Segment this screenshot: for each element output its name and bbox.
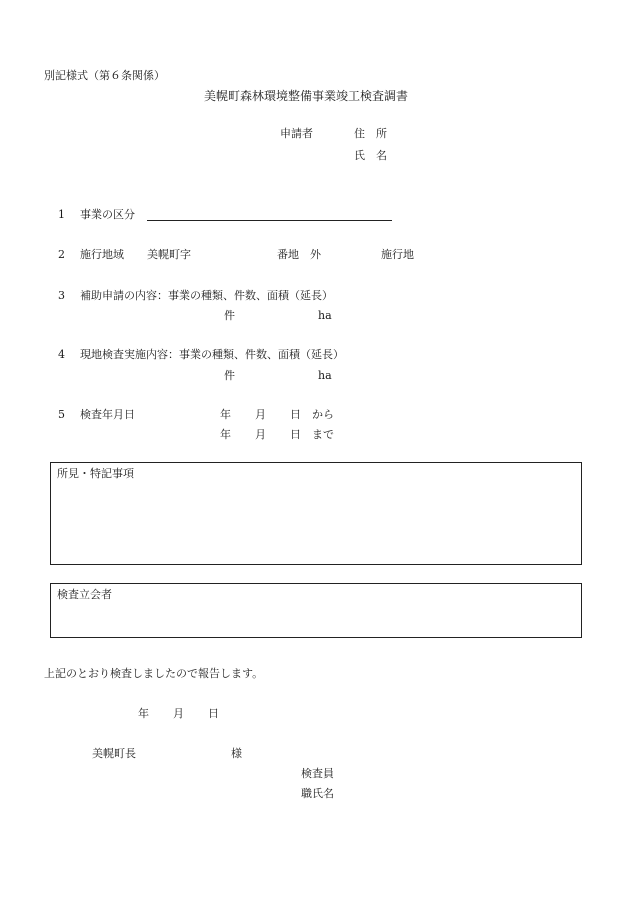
report-year: 年 xyxy=(138,707,149,720)
applicant-name-label: 氏 名 xyxy=(354,149,387,162)
item-5-from-month: 月 xyxy=(255,408,266,421)
report-month: 月 xyxy=(173,707,184,720)
item-2-town: 美幌町字 xyxy=(147,248,191,261)
item-4-label: 現地検査実施内容：事業の種類、件数、面積（延長） xyxy=(80,348,344,361)
item-5-to-year: 年 xyxy=(220,428,231,441)
item-5-from-day: 日 xyxy=(290,408,301,421)
item-1-underline xyxy=(147,220,392,221)
addressee-mayor: 美幌町長 xyxy=(92,747,136,760)
item-5-from-year: 年 xyxy=(220,408,231,421)
item-1-label: 事業の区分 xyxy=(80,208,135,221)
item-1-number: 1 xyxy=(58,208,65,221)
item-2-site: 施行地 xyxy=(381,248,414,261)
item-5-to: まで xyxy=(312,428,334,441)
applicant-label: 申請者 xyxy=(280,127,313,140)
item-5-number: 5 xyxy=(58,408,65,421)
item-3-label: 補助申請の内容：事業の種類、件数、面積（延長） xyxy=(80,289,333,302)
witness-label: 検査立会者 xyxy=(57,588,112,601)
inspector-position-name-label: 職氏名 xyxy=(301,787,334,800)
item-2-lot: 番地 外 xyxy=(277,248,321,261)
report-statement: 上記のとおり検査しましたので報告します。 xyxy=(44,667,264,680)
item-5-from: から xyxy=(312,408,334,421)
item-5-to-day: 日 xyxy=(290,428,301,441)
item-3-number: 3 xyxy=(58,289,65,302)
inspector-label: 検査員 xyxy=(301,767,334,780)
item-5-label: 検査年月日 xyxy=(80,408,135,421)
item-4-area-unit: ha xyxy=(318,369,332,382)
form-reference: 別記様式（第６条関係） xyxy=(44,69,165,82)
item-5-to-month: 月 xyxy=(255,428,266,441)
item-3-count-unit: 件 xyxy=(224,309,235,322)
witness-box[interactable] xyxy=(50,583,582,638)
item-2-label: 施行地域 xyxy=(80,248,124,261)
document-title: 美幌町森林環境整備事業竣工検査調書 xyxy=(204,89,409,103)
item-4-number: 4 xyxy=(58,348,65,361)
item-2-number: 2 xyxy=(58,248,65,261)
findings-label: 所見・特記事項 xyxy=(57,467,134,480)
report-day: 日 xyxy=(208,707,219,720)
applicant-address-label: 住 所 xyxy=(354,127,387,140)
item-4-count-unit: 件 xyxy=(224,369,235,382)
addressee-honorific: 様 xyxy=(231,747,242,760)
findings-box[interactable] xyxy=(50,462,582,565)
item-3-area-unit: ha xyxy=(318,309,332,322)
